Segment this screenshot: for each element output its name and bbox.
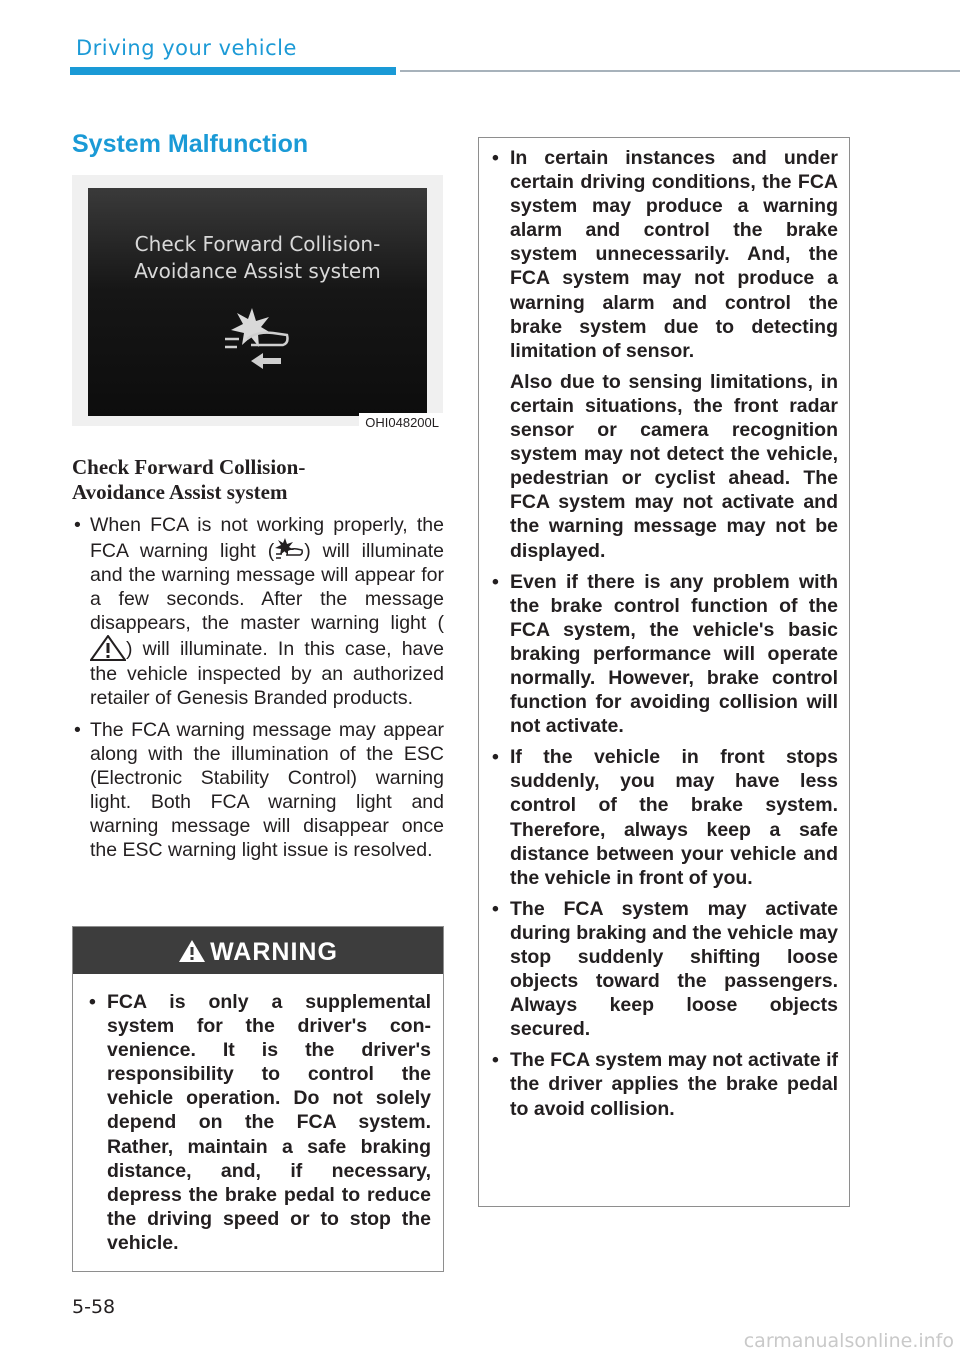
bullet: • xyxy=(492,1049,499,1072)
item-text: The FCA warning message may appear along with the illumination of the ESC (Electronic Stability Control) warning light. Both FCA warning light and warning message will disappear once the ESC warning light issue is resolved. xyxy=(90,718,444,862)
warning-box xyxy=(72,926,444,1272)
subheading: Check Forward Collision- Avoidance Assist system xyxy=(72,455,306,504)
figure-code: OHI048200L xyxy=(359,413,443,430)
bullet: • xyxy=(74,514,81,536)
warning-header xyxy=(73,927,443,974)
item-text: If the vehicle in front stops suddenly, you may have less control of the brake system. Therefore, always keep a safe distance between your vehicle and the vehicle in front of you. xyxy=(510,746,838,889)
item-text: FCA is only a supplemental system for the driver's convenience. It is the driver's responsibility to control the vehicle operation. Do not solely depend on the FCA system. Rather, maintain a safe braking distance, and, if necessary, depress the brake pedal to reduce the driving speed or to stop the vehicle. xyxy=(107,991,431,1254)
running-header: Driving your vehicle xyxy=(76,36,297,60)
left-bullet-list xyxy=(72,513,444,870)
bullet: • xyxy=(492,570,499,593)
bullet: • xyxy=(492,746,499,769)
bullet: • xyxy=(492,147,499,169)
item-text: Even if there is any problem with the brake control function of the FCA system, the vehicle's basic braking performance will operate normally. However, brake control function for avoiding collision will not activate. xyxy=(510,570,838,738)
caution-body xyxy=(479,138,849,1121)
list-item xyxy=(492,745,838,890)
fca-warning-icon xyxy=(217,303,297,383)
page-number: 5-58 xyxy=(72,1296,116,1318)
caution-box xyxy=(478,137,850,1207)
item-text-part: When FCA is not working properly, the FCA warning light ( xyxy=(90,514,444,563)
list-item xyxy=(72,718,444,863)
cluster-message-figure xyxy=(72,175,443,430)
warning-triangle-icon xyxy=(178,939,206,963)
list-item xyxy=(492,1048,838,1120)
item-text-part: ) will illuminate. In this case, have the vehicle inspected by an authorized retailer of Genesis Branded products. xyxy=(90,638,444,709)
item-continuation: Also due to sensing limitations, in certain situations, the front radar sensor or camera recognition system may not detect the vehicle, pedestrian or cyclist ahead. The FCA system may not activate and the warning message may not be displayed. xyxy=(510,370,838,562)
warning-label: WARNING xyxy=(210,938,338,966)
header-rule xyxy=(400,70,960,72)
list-item xyxy=(492,897,838,1042)
bullet: • xyxy=(74,718,81,741)
item-text: The FCA system may not activate if the driver applies the brake pedal to avoid collision. xyxy=(510,1049,838,1120)
warning-body xyxy=(73,974,443,1255)
list-item xyxy=(492,146,838,363)
list-item xyxy=(492,570,838,739)
bullet: • xyxy=(492,897,499,920)
bullet: • xyxy=(89,991,96,1013)
cluster-display xyxy=(88,188,427,416)
item-text: The FCA system may activate during braking and the vehicle may stop suddenly shifting loose objects toward the passengers. Always keep loose objects secured. xyxy=(510,897,838,1041)
cluster-message-text: Check Forward Collision- Avoidance Assist system xyxy=(134,232,381,283)
fca-warning-icon xyxy=(274,537,304,563)
item-text: In certain instances and under certain driving conditions, the FCA system may produce a warning alarm and control the brake system unnecessarily. And, the FCA system may not produce a warning alarm and control the brake system due to detecting limitation of sensor. xyxy=(510,147,838,362)
list-item xyxy=(72,513,444,710)
master-warning-triangle-icon xyxy=(90,635,126,661)
watermark[interactable]: carmanualsonline.info xyxy=(743,1330,954,1352)
list-item xyxy=(89,990,431,1255)
header-accent-bar xyxy=(70,67,396,75)
section-title: System Malfunction xyxy=(72,130,309,158)
item-text-part: ) will illuminate and the warning message will appear for a few seconds. After the message disappears, the master warning light ( xyxy=(90,540,445,635)
